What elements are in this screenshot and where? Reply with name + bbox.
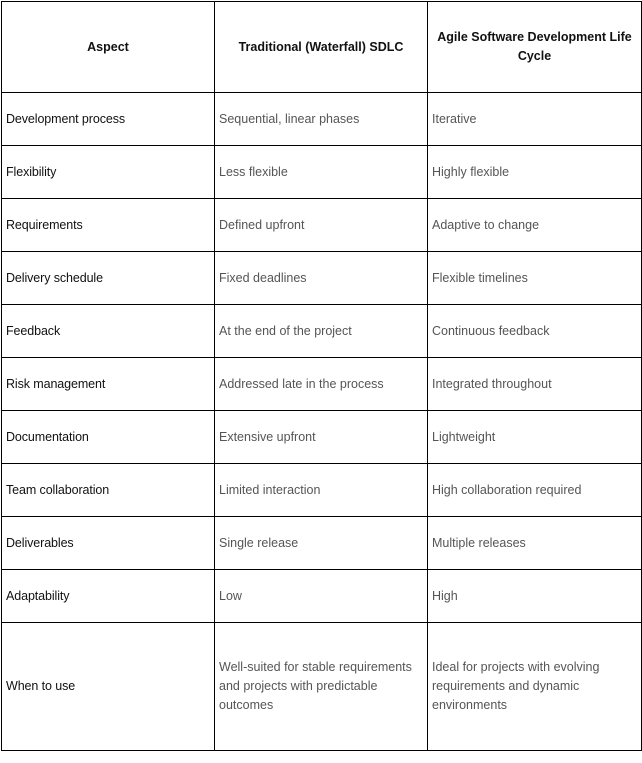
table-row (2, 411, 642, 464)
agile-cell: Integrated throughout (428, 358, 642, 411)
aspect-cell: Documentation (2, 411, 215, 464)
waterfall-cell: Limited interaction (215, 464, 428, 517)
waterfall-cell: Sequential, linear phases (215, 93, 428, 146)
agile-cell: Multiple releases (428, 517, 642, 570)
agile-cell: Highly flexible (428, 146, 642, 199)
aspect-cell: Team collaboration (2, 464, 215, 517)
header-agile: Agile Software Development Life Cycle (428, 2, 642, 93)
table-row (2, 570, 642, 623)
waterfall-cell: Low (215, 570, 428, 623)
table-row (2, 517, 642, 570)
agile-cell: High (428, 570, 642, 623)
table-row (2, 252, 642, 305)
agile-cell: Flexible timelines (428, 252, 642, 305)
waterfall-cell: Extensive upfront (215, 411, 428, 464)
comparison-table (1, 1, 642, 751)
table-row (2, 199, 642, 252)
aspect-cell: Flexibility (2, 146, 215, 199)
table-row (2, 358, 642, 411)
agile-cell: Continuous feedback (428, 305, 642, 358)
table-row (2, 464, 642, 517)
waterfall-cell: Less flexible (215, 146, 428, 199)
agile-cell: Lightweight (428, 411, 642, 464)
waterfall-cell: Defined upfront (215, 199, 428, 252)
table-row (2, 623, 642, 751)
aspect-cell: Risk management (2, 358, 215, 411)
aspect-cell: When to use (2, 623, 215, 751)
waterfall-cell: At the end of the project (215, 305, 428, 358)
header-aspect: Aspect (2, 2, 215, 93)
aspect-cell: Deliverables (2, 517, 215, 570)
agile-cell: High collaboration required (428, 464, 642, 517)
waterfall-cell: Fixed deadlines (215, 252, 428, 305)
waterfall-cell: Well-suited for stable requirements and projects with predictable outcomes (215, 623, 428, 751)
table-row (2, 146, 642, 199)
aspect-cell: Feedback (2, 305, 215, 358)
aspect-cell: Requirements (2, 199, 215, 252)
agile-cell: Adaptive to change (428, 199, 642, 252)
table-row (2, 93, 642, 146)
agile-cell: Iterative (428, 93, 642, 146)
header-waterfall: Traditional (Waterfall) SDLC (215, 2, 428, 93)
table-row (2, 305, 642, 358)
aspect-cell: Adaptability (2, 570, 215, 623)
header-row (2, 2, 642, 93)
waterfall-cell: Single release (215, 517, 428, 570)
agile-cell: Ideal for projects with evolving requirements and dynamic environments (428, 623, 642, 751)
aspect-cell: Development process (2, 93, 215, 146)
waterfall-cell: Addressed late in the process (215, 358, 428, 411)
aspect-cell: Delivery schedule (2, 252, 215, 305)
